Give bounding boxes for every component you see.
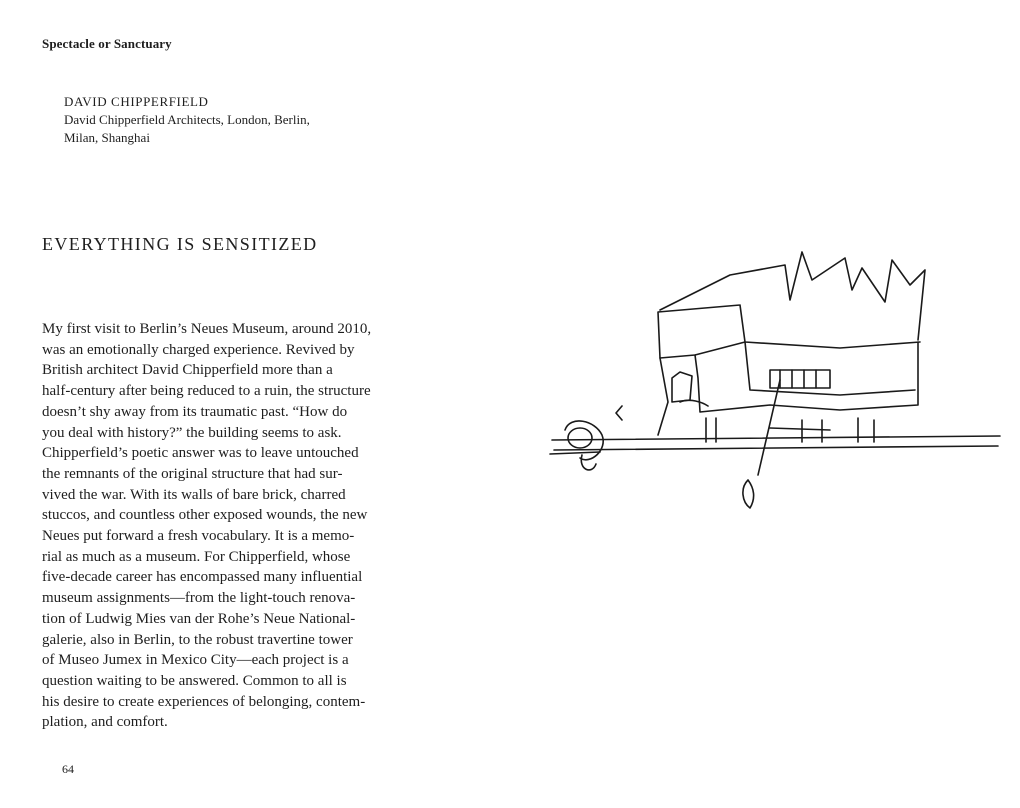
body-line: tion of Ludwig Mies van der Rohe’s Neue National- bbox=[42, 610, 356, 627]
body-line: of Museo Jumex in Mexico City—each project is a bbox=[42, 652, 349, 669]
author-name: DAVID CHIPPERFIELD bbox=[64, 94, 209, 109]
sketch-left-window bbox=[672, 372, 692, 402]
body-line: galerie, also in Berlin, to the robust travertine tower bbox=[42, 631, 353, 648]
sketch-upper-box bbox=[658, 305, 920, 358]
body-line: half-century after being reduced to a ruin, the structure bbox=[42, 383, 371, 400]
body-line: you deal with history?” the building seems to ask. bbox=[42, 424, 342, 441]
firm-line-2: Milan, Shanghai bbox=[64, 130, 150, 145]
body-line: vived the war. With its walls of bare brick, charred bbox=[42, 486, 346, 503]
running-head: Spectacle or Sanctuary bbox=[42, 36, 172, 51]
page-number: 64 bbox=[62, 762, 74, 776]
firm-line-1: David Chipperfield Architects, London, Berlin, bbox=[64, 112, 310, 127]
body-line: doesn’t shy away from its traumatic past. “How do bbox=[42, 403, 348, 420]
body-line: plation, and comfort. bbox=[42, 714, 168, 731]
body-line: rial as much as a museum. For Chipperfield, whose bbox=[42, 548, 351, 565]
body-line: museum assignments—from the light-touch renova- bbox=[42, 590, 356, 607]
body-line: question waiting to be answered. Common to all is bbox=[42, 672, 347, 689]
sketch-ground bbox=[550, 436, 1000, 454]
byline bbox=[64, 93, 310, 147]
body-line: Neues put forward a fresh vocabulary. It is a memo- bbox=[42, 528, 355, 545]
body-line: Chipperfield’s poetic answer was to leave untouched bbox=[42, 445, 359, 462]
sketch-window-frames bbox=[780, 370, 816, 388]
body-line: British architect David Chipperfield more than a bbox=[42, 362, 333, 379]
sketch-marks bbox=[616, 400, 830, 430]
sketch-roof bbox=[660, 252, 925, 340]
sketch-swirl bbox=[568, 428, 592, 448]
body-line: was an emotionally charged experience. Revived by bbox=[42, 341, 355, 358]
body-text bbox=[42, 319, 462, 733]
chapter-title: EVERYTHING IS SENSITIZED bbox=[42, 234, 318, 254]
body-line: My first visit to Berlin’s Neues Museum, around 2010, bbox=[42, 321, 372, 337]
building-sketch-icon bbox=[540, 230, 1010, 530]
body-line: his desire to create experiences of belonging, contem- bbox=[42, 693, 366, 710]
body-line: five-decade career has encompassed many influential bbox=[42, 569, 363, 586]
body-line: the remnants of the original structure that had sur- bbox=[42, 465, 343, 482]
sketch-figure bbox=[743, 480, 754, 508]
body-line: stuccos, and countless other exposed wounds, the new bbox=[42, 507, 368, 524]
